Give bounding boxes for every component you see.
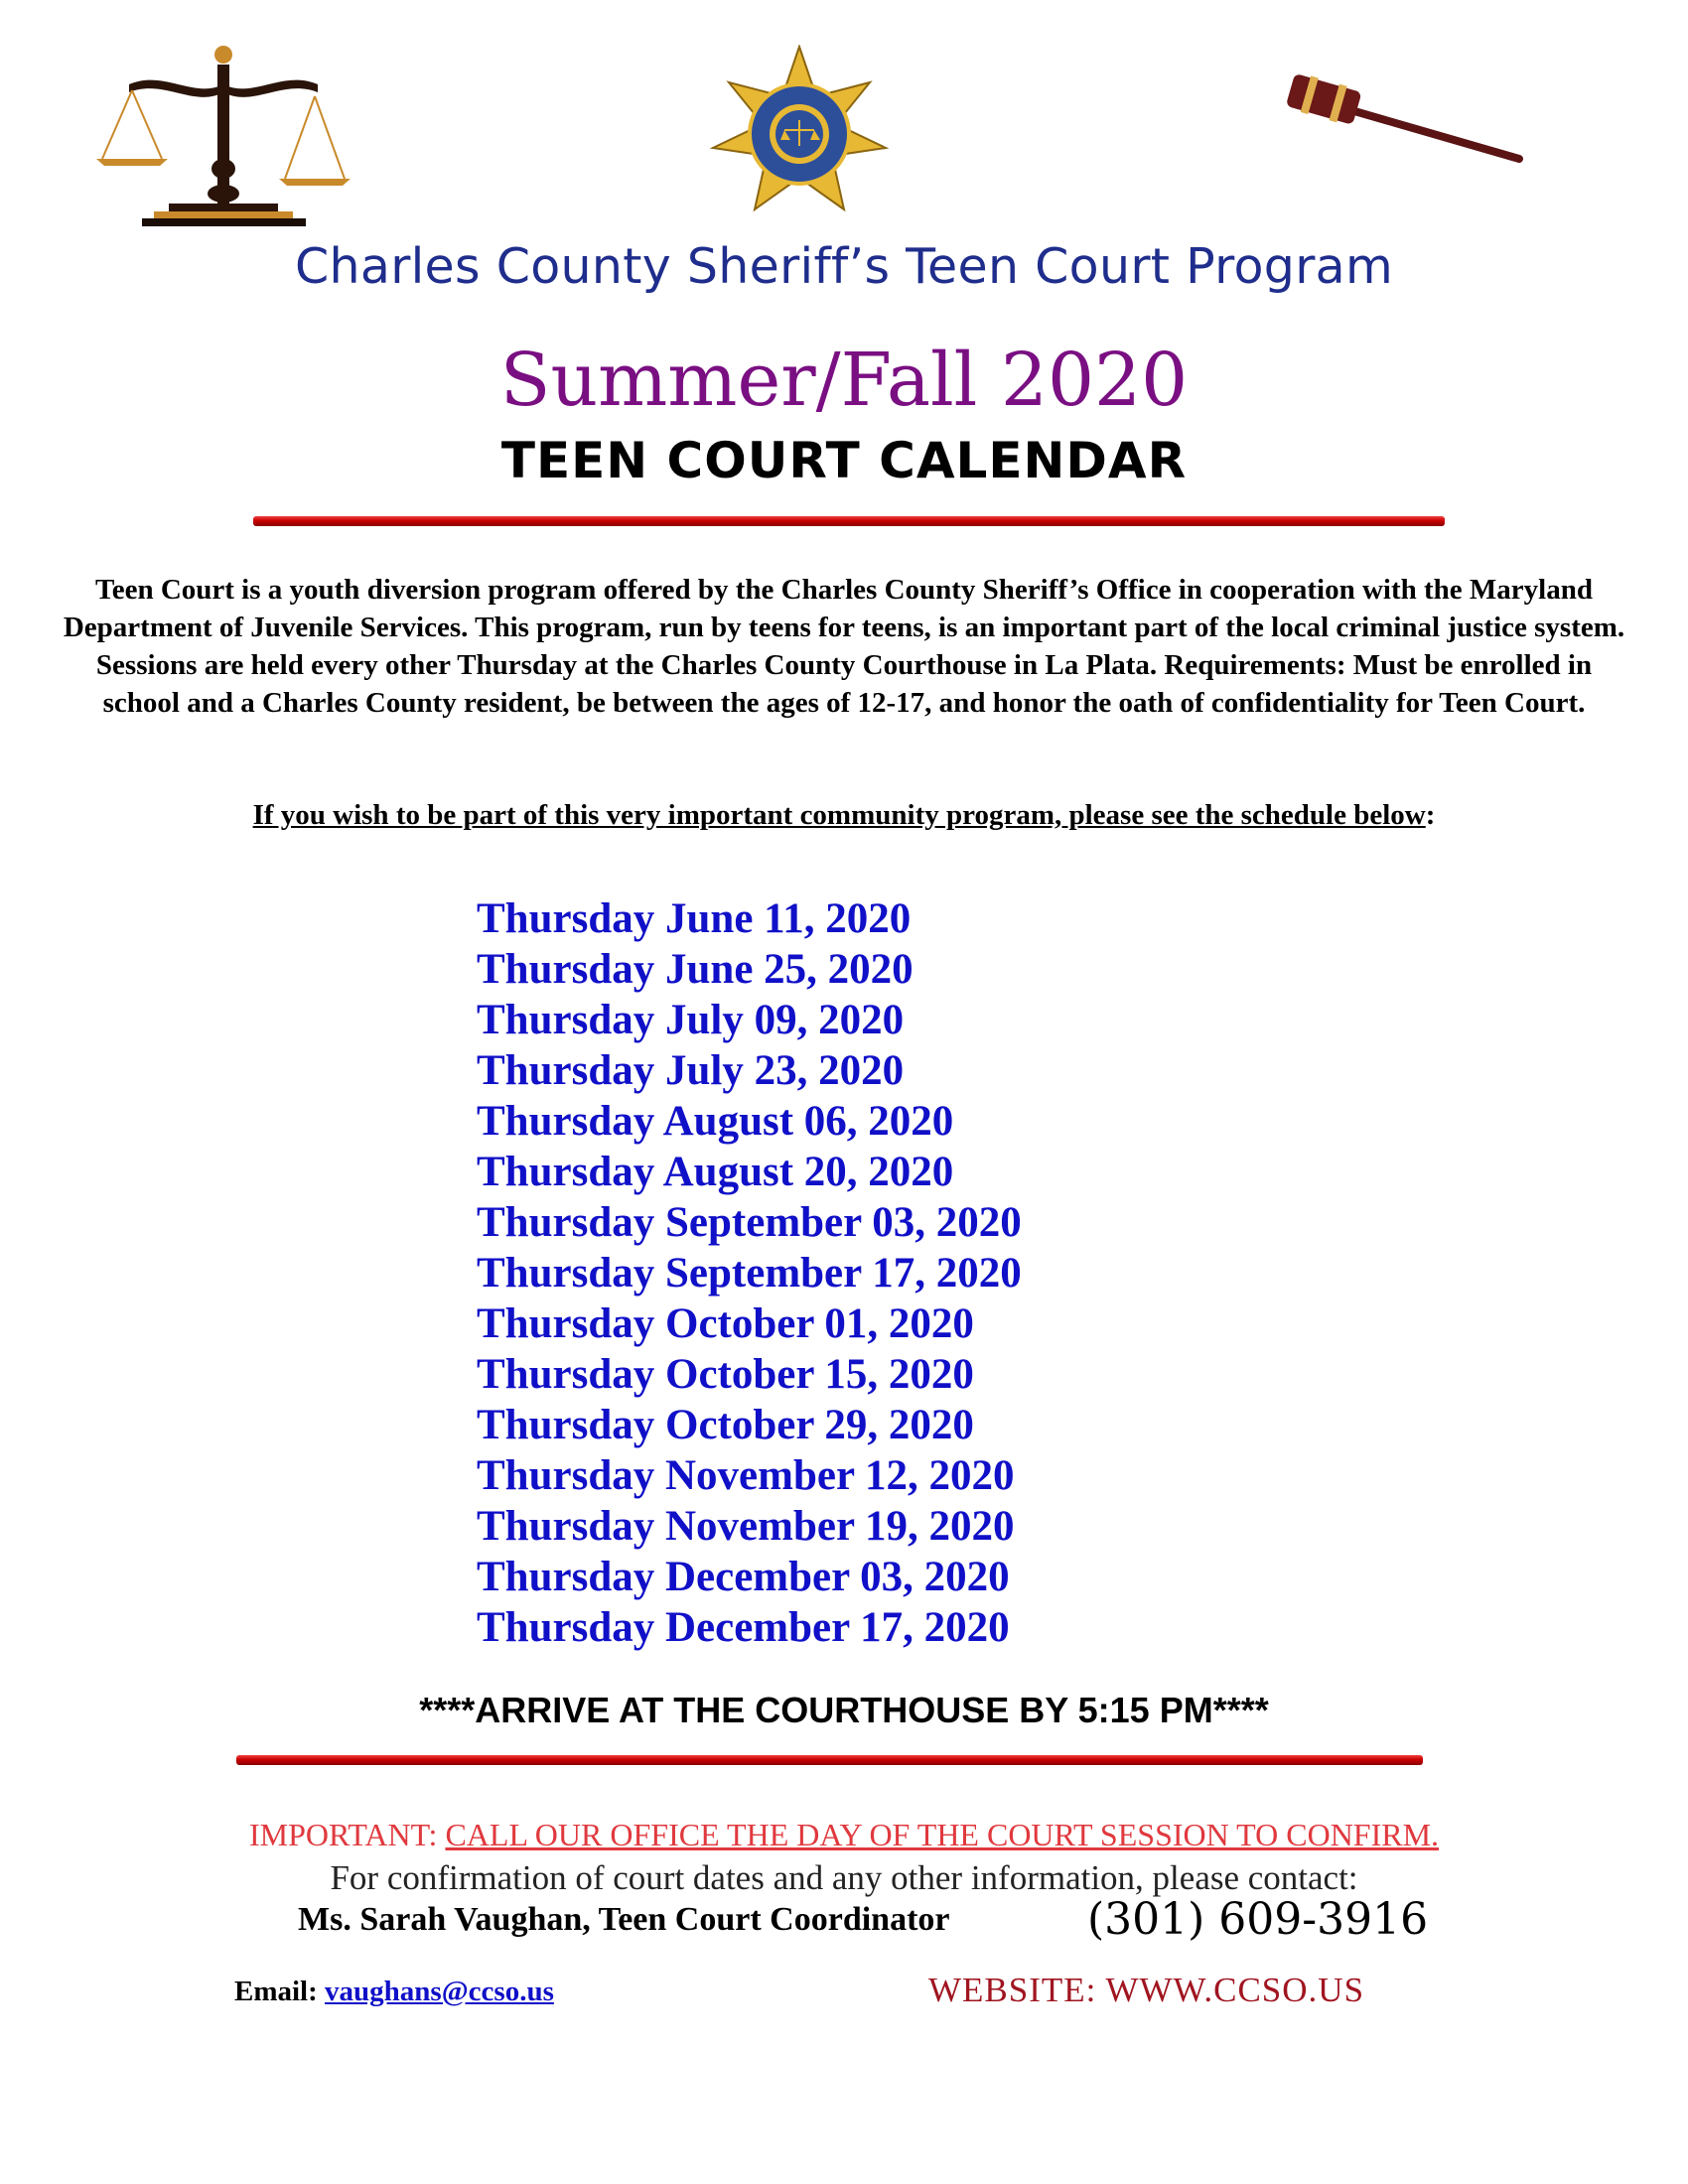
date-item: Thursday November 12, 2020: [477, 1452, 1015, 1499]
date-list: [477, 893, 1022, 1653]
bottom-divider: [236, 1755, 1423, 1765]
sheriff-badge-icon: [705, 45, 894, 233]
coordinator-name: Ms. Sarah Vaughan, Teen Court Coordinator: [298, 1901, 950, 1938]
schedule-lead-colon: :: [1425, 799, 1436, 831]
email-row: [234, 1976, 554, 2008]
important-notice: [0, 1817, 1688, 1853]
scales-of-justice-icon: [94, 45, 352, 243]
date-item: Thursday July 23, 2020: [477, 1047, 905, 1094]
phone-number: (301) 609-3916: [1087, 1894, 1429, 1945]
org-title: Charles County Sheriff’s Teen Court Program: [295, 238, 1393, 295]
intro-paragraph: Teen Court is a youth diversion program offered by the Charles County Sheriff’s Office in cooperation with the Maryland Department of Juvenile Services. This program, run by teens for teens, is an important part of the local criminal justice system. Sessions are held every other Thursday at the Charles County Courthouse in La Plata. Requirements: Must be enrolled in school and a Charles County resident, be between the ages of 12-17, and honor the oath of confidentiality for Teen Court.: [63, 574, 1625, 719]
date-item: Thursday October 29, 2020: [477, 1402, 974, 1448]
date-item: Thursday September 03, 2020: [477, 1199, 1022, 1246]
gavel-icon: [1281, 60, 1529, 179]
date-item: Thursday August 06, 2020: [477, 1098, 954, 1145]
important-label: IMPORTANT:: [248, 1817, 446, 1852]
arrive-notice: ****ARRIVE AT THE COURTHOUSE BY 5:15 PM****: [419, 1690, 1269, 1730]
date-item: Thursday June 11, 2020: [477, 895, 912, 942]
email-link[interactable]: vaughans@ccso.us: [325, 1976, 554, 2007]
season-title: Summer/Fall 2020: [499, 338, 1189, 423]
schedule-lead: [60, 799, 1628, 832]
date-item: Thursday June 25, 2020: [477, 946, 914, 993]
date-item: Thursday October 01, 2020: [477, 1300, 974, 1347]
date-item: Thursday December 03, 2020: [477, 1554, 1010, 1600]
confirm-text: For confirmation of court dates and any other information, please contact:: [330, 1858, 1358, 1897]
email-label: Email:: [234, 1976, 326, 2007]
schedule-lead-text: If you wish to be part of this very important community program, please see the schedule below: [252, 799, 1426, 831]
website-link[interactable]: WEBSITE: WWW.CCSO.US: [928, 1971, 1365, 2009]
date-item: Thursday July 09, 2020: [477, 997, 905, 1043]
important-text: CALL OUR OFFICE THE DAY OF THE COURT SESSION TO CONFIRM.: [445, 1817, 1440, 1852]
date-item: Thursday October 15, 2020: [477, 1351, 974, 1398]
calendar-title: TEEN COURT CALENDAR: [500, 432, 1188, 489]
top-divider: [253, 516, 1445, 526]
date-item: Thursday September 17, 2020: [477, 1250, 1022, 1297]
date-item: Thursday December 17, 2020: [477, 1604, 1010, 1651]
date-item: Thursday August 20, 2020: [477, 1149, 954, 1195]
date-item: Thursday November 19, 2020: [477, 1503, 1015, 1550]
